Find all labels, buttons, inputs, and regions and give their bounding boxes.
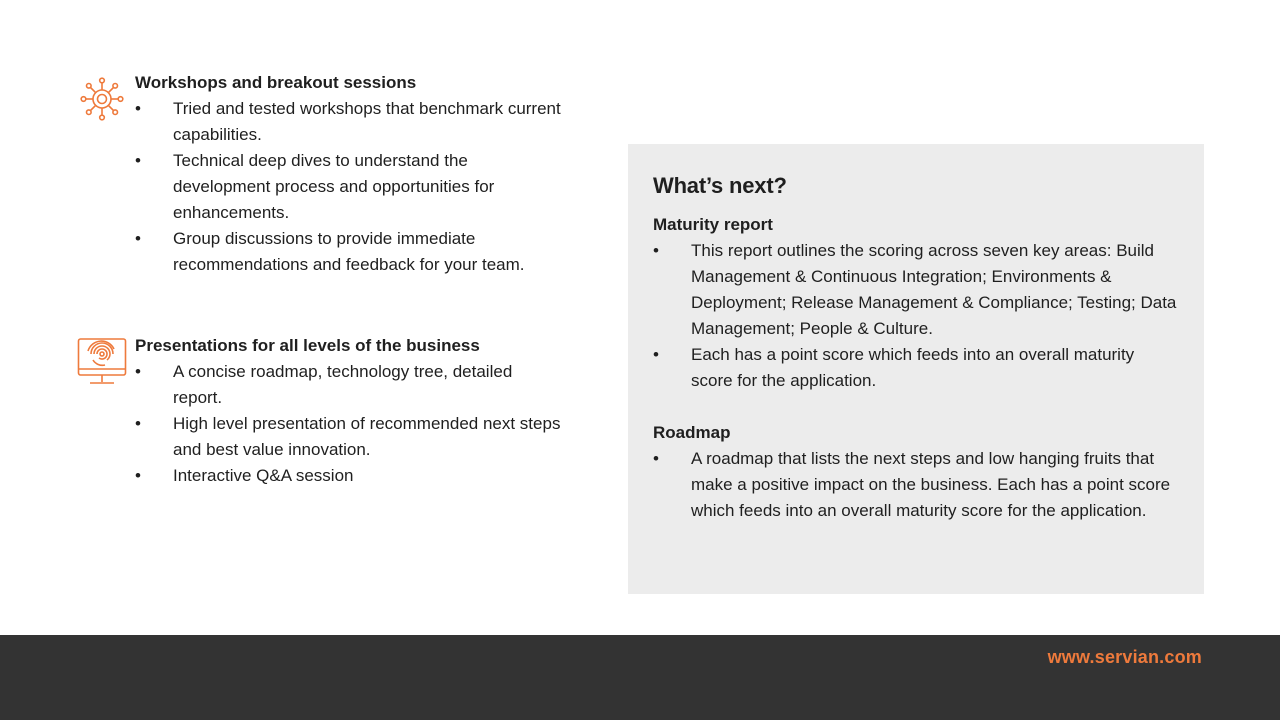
workshops-section	[135, 70, 565, 278]
gear-network-icon	[77, 74, 127, 129]
workshops-heading: Workshops and breakout sessions	[135, 73, 417, 92]
workshops-list	[135, 96, 565, 278]
presentations-section	[135, 333, 565, 489]
maturity-report-heading: Maturity report	[653, 215, 773, 234]
whats-next-panel	[628, 144, 1204, 594]
roadmap-list	[653, 446, 1179, 524]
roadmap-heading: Roadmap	[653, 423, 731, 442]
list-item: • Technical deep dives to understand the development process and opportunities for enhancements.	[135, 148, 565, 226]
list-item: • Group discussions to provide immediate recommendations and feedback for your team.	[135, 226, 565, 278]
list-item: • This report outlines the scoring across seven key areas: Build Management & Continuous Integration; Environments & Deployment; Release Management & Compliance; Testing; Data Management; People & Culture.	[653, 238, 1179, 342]
list-item: • Interactive Q&A session	[135, 463, 565, 489]
presentations-list	[135, 359, 565, 489]
maturity-report-list	[653, 238, 1179, 394]
footer-bar	[0, 635, 1280, 720]
website-link[interactable]: www.servian.com	[1047, 647, 1202, 667]
list-item: • Each has a point score which feeds into an overall maturity score for the application.	[653, 342, 1179, 394]
list-item: • Tried and tested workshops that benchmark current capabilities.	[135, 96, 565, 148]
presentations-heading: Presentations for all levels of the business	[135, 336, 480, 355]
whats-next-title: What’s next?	[653, 173, 787, 198]
list-item: • A concise roadmap, technology tree, detailed report.	[135, 359, 565, 411]
monitor-fingerprint-icon	[77, 338, 127, 393]
list-item: • A roadmap that lists the next steps and low hanging fruits that make a positive impact on the business. Each has a point score which feeds into an overall maturity score for the application.	[653, 446, 1179, 524]
list-item: • High level presentation of recommended next steps and best value innovation.	[135, 411, 565, 463]
